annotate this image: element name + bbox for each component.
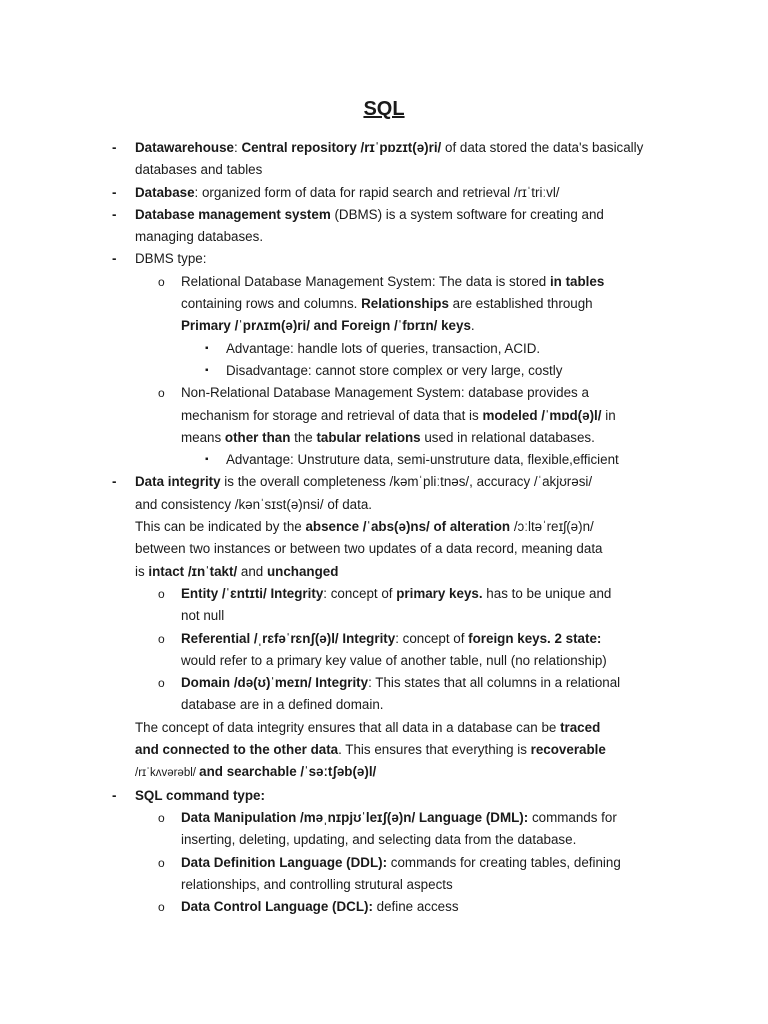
concept-text: The concept of data integrity ensures that all data in a database can be [135, 719, 561, 735]
concept-bold-recoverable: recoverable [530, 742, 606, 758]
referential-text: would refer to a primary key value of another table, null (no relationship) [181, 652, 607, 668]
dash-bullet: - [112, 251, 117, 267]
document-body [0, 137, 768, 918]
sub-item-domain-integrity [0, 672, 768, 717]
list-item-sql-command-type [0, 785, 768, 807]
circle-bullet: o [158, 900, 165, 915]
page-title: SQL [363, 98, 405, 120]
sub-item-dml [0, 807, 768, 852]
rdbms-bold-keys: Primary /ˈprʌɪm(ə)ri/ and Foreign /ˈfɒrɪn/ keys [181, 318, 471, 334]
dash-bullet: - [112, 184, 117, 200]
rdbms-text: are established through [448, 296, 593, 312]
nonrel-advantage: Advantage: Unstruture data, semi-unstruture data, flexible,efficient [226, 452, 619, 468]
sub-sub-item-rdbms-advantage [0, 338, 768, 360]
domain-text: : This states that all columns in a relational [368, 675, 621, 691]
entity-text: has to be unique and [482, 585, 612, 601]
sub-item-rdbms [0, 271, 768, 338]
nonrel-text: means [181, 429, 225, 445]
concept-bold-searchable: and searchable /ˈsəːtʃəb(ə)l/ [199, 764, 377, 780]
list-item-data-integrity [0, 471, 768, 516]
list-item-dbms [0, 204, 768, 249]
circle-bullet: o [158, 274, 165, 289]
dash-bullet: - [112, 206, 117, 222]
paragraph-integrity-concept [0, 717, 768, 785]
concept-text: . This ensures that everything is [338, 742, 531, 758]
square-bullet: ▪ [205, 342, 209, 354]
rdbms-bold-relationships: Relationships [361, 296, 449, 312]
nonrel-text: Non-Relational Database Management System: database provides a [181, 385, 589, 401]
sql-command-type-label: SQL command type: [135, 787, 265, 803]
nonrel-text: mechanism for storage and retrieval of data that is [181, 407, 483, 423]
nonrel-text: used in relational databases. [420, 429, 595, 445]
integrity-text: is the overall completeness /kəmˈpliːtnəs/, accuracy /ˈakjʊrəsi/ [220, 474, 593, 490]
nonrel-bold-tabular: tabular relations [316, 429, 421, 445]
dbms-text: (DBMS) is a system software for creating and [330, 206, 604, 222]
entity-integrity-term: Entity /ˈɛntɪti/ Integrity [181, 585, 324, 601]
dash-bullet: - [112, 140, 117, 155]
sub-sub-item-rdbms-disadvantage [0, 360, 768, 382]
dml-text: inserting, deleting, updating, and selecting data from the database. [181, 832, 577, 848]
datawarehouse-text-cont: databases and tables [135, 162, 263, 178]
referential-text: : concept of [395, 630, 469, 646]
concept-bold-connected: and connected to the other data [135, 742, 339, 758]
concept-text: /rɪˈkʌvərəbl/ [135, 767, 200, 780]
integrity-text: /ɔːltəˈreɪʃ(ə)n/ [510, 519, 594, 535]
paragraph-integrity-indicated [0, 516, 768, 583]
list-item-database [0, 182, 768, 204]
integrity-bold-intact: intact /ɪnˈtakt/ [148, 563, 238, 579]
domain-integrity-term: Domain /də(ʊ)ˈmeɪn/ Integrity [181, 675, 369, 691]
sub-sub-item-nonrel-advantage [0, 449, 768, 471]
sub-item-nonrelational [0, 382, 768, 449]
sub-item-ddl [0, 852, 768, 897]
circle-bullet: o [158, 855, 165, 870]
term-database: Database [135, 184, 195, 200]
term-datawarehouse: Datawarehouse [135, 140, 234, 155]
rdbms-text: . [470, 318, 475, 334]
circle-bullet: o [158, 586, 165, 601]
dbms-text-cont: managing databases. [135, 229, 264, 245]
referential-integrity-term: Referential /ˌrɛfəˈrɛnʃ(ə)l/ Integrity [181, 630, 396, 646]
referential-bold-foreign-keys: foreign keys. 2 state: [468, 630, 602, 646]
rdbms-text: containing rows and columns. [181, 296, 362, 312]
sub-item-entity-integrity [0, 583, 768, 628]
dml-text: commands for [528, 809, 617, 825]
rdbms-text: Relational Database Management System: The data is stored [181, 273, 550, 289]
dash-bullet: - [112, 787, 117, 803]
nonrel-text: in [601, 407, 616, 423]
dash-bullet: - [112, 474, 117, 490]
nonrel-text: the [290, 429, 317, 445]
list-item-dbms-type [0, 248, 768, 270]
circle-bullet: o [158, 676, 165, 691]
entity-text: not null [181, 608, 225, 624]
separator: : [233, 140, 242, 155]
entity-text: : concept of [323, 585, 397, 601]
integrity-text: and consistency /kənˈsɪst(ə)nsi/ of data. [135, 496, 372, 512]
integrity-text: This can be indicated by the [135, 519, 306, 535]
entity-bold-primary-keys: primary keys. [396, 585, 483, 601]
integrity-bold-absence: absence /ˈabs(ə)ns/ of alteration [305, 519, 511, 535]
datawarehouse-bold-def: Central repository /rɪˈpɒzɪt(ə)ri/ [241, 140, 442, 155]
square-bullet: ▪ [205, 454, 209, 466]
domain-text: database are in a defined domain. [181, 697, 384, 713]
integrity-bold-unchanged: unchanged [266, 563, 339, 579]
nonrel-bold-other-than: other than [224, 429, 291, 445]
ddl-text: commands for creating tables, defining [387, 854, 621, 870]
rdbms-disadvantage: Disadvantage: cannot store complex or very large, costly [226, 362, 563, 378]
database-text: : organized form of data for rapid search and retrieval /rɪˈtriːvl/ [194, 184, 560, 200]
rdbms-bold-tables: in tables [549, 273, 605, 289]
square-bullet: ▪ [205, 364, 209, 376]
concept-bold-traced: traced [560, 719, 601, 735]
circle-bullet: o [158, 810, 165, 825]
term-data-integrity: Data integrity [135, 474, 221, 490]
sub-item-dcl [0, 896, 768, 918]
dcl-text: define access [372, 899, 459, 915]
rdbms-advantage: Advantage: handle lots of queries, transaction, ACID. [226, 340, 541, 356]
circle-bullet: o [158, 386, 165, 401]
list-item-datawarehouse [0, 137, 768, 182]
integrity-text: is [135, 563, 149, 579]
dml-term: Data Manipulation /məˌnɪpjʊˈleɪʃ(ə)n/ Language (DML): [181, 809, 529, 825]
sub-item-referential-integrity [0, 628, 768, 673]
dcl-term: Data Control Language (DCL): [181, 899, 373, 915]
circle-bullet: o [158, 631, 165, 646]
integrity-text: and [237, 563, 267, 579]
ddl-text: relationships, and controlling strutural aspects [181, 876, 453, 892]
ddl-term: Data Definition Language (DDL): [181, 854, 388, 870]
datawarehouse-text: of data stored the data's basically [441, 140, 644, 155]
nonrel-bold-modeled: modeled /ˈmɒd(ə)l/ [482, 407, 602, 423]
integrity-text: between two instances or between two updates of a data record, meaning data [135, 541, 603, 557]
term-dbms: Database management system [135, 206, 331, 222]
dbms-type-label: DBMS type: [135, 251, 207, 267]
